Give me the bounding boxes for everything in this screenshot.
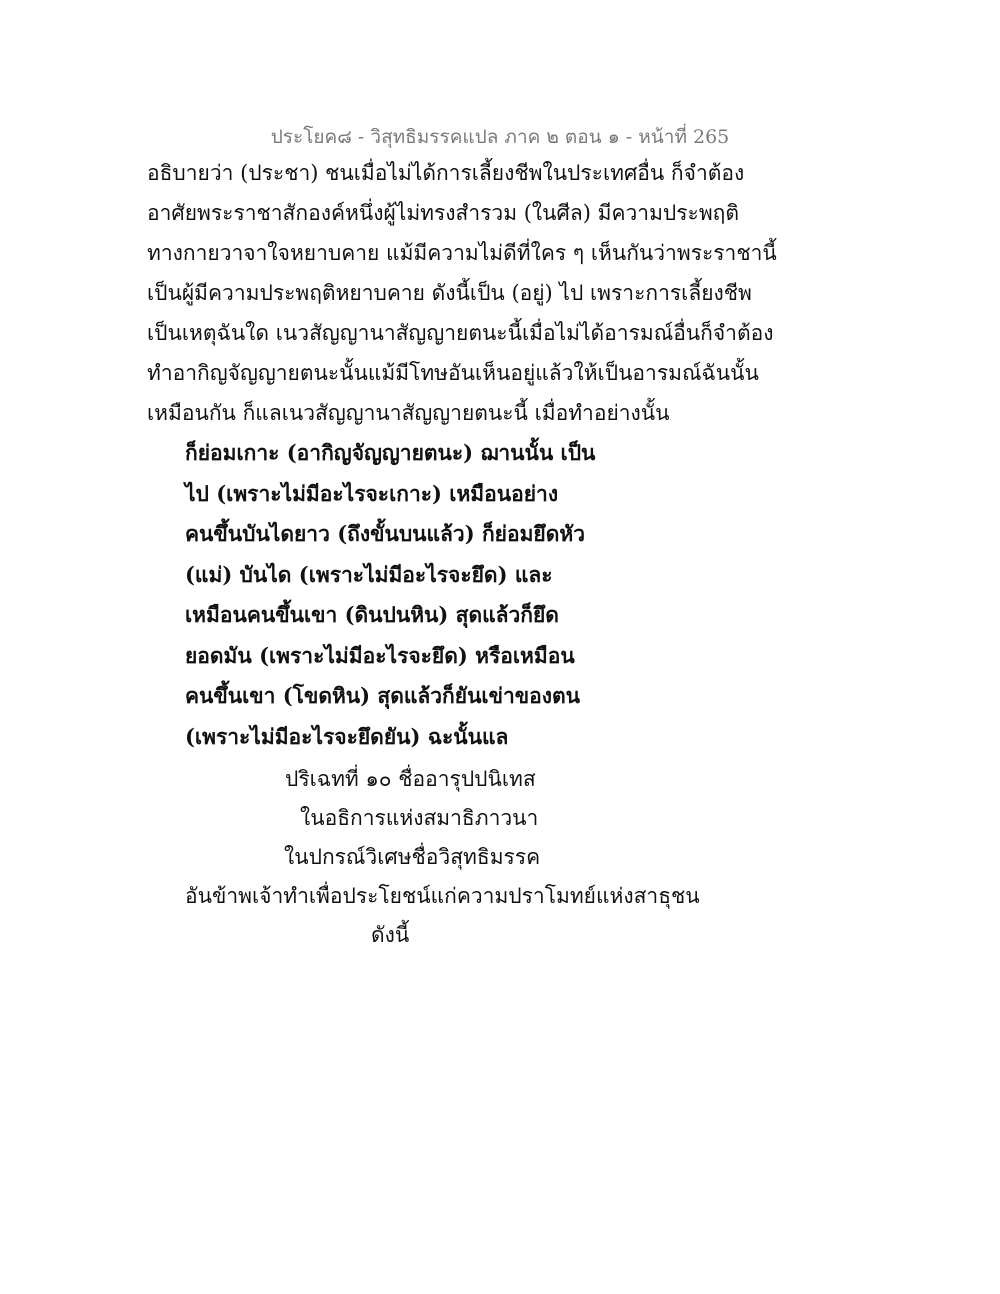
colophon-line: อันข้าพเจ้าทำเพื่อประโยชน์แก่ความปราโมทย์แห่งสาธุชน [185,884,700,908]
prose-line: อาศัยพระราชาสักองค์หนึ่งผู้ไม่ทรงสำรวม (ในศีล) มีความประพฤติ [147,201,740,225]
prose-line: เหมือนกัน ก็แลเนวสัญญานาสัญญายตนะนี้ เมื่อทำอย่างนั้น [147,401,670,425]
verse-line: ยอดมัน (เพราะไม่มีอะไรจะยึด) หรือเหมือน [185,642,575,668]
colophon-line: ในอธิการแห่งสมาธิภาวนา [300,806,539,830]
prose-paragraph [147,153,777,433]
running-header-text: ประโยค๘ - วิสุทธิมรรคแปล ภาค ๒ ตอน ๑ - หน้าที่ 265 [270,126,730,148]
verse-line: คนขึ้นเขา (โขดหิน) สุดแล้วก็ยันเข่าของตน [185,683,580,708]
chapter-colophon [147,760,727,955]
verse-block [185,433,605,757]
prose-line: ทางกายวาจาใจหยาบคาย แม้มีความไม่ดีที่ใคร ๆ เห็นกันว่าพระราชานี้ [147,241,777,265]
prose-line: ทำอากิญจัญญายตนะนั้นแม้มีโทษอันเห็นอยู่แล้วให้เป็นอารมณ์ฉันนั้น [147,361,759,385]
prose-line: อธิบายว่า (ประชา) ชนเมื่อไม่ได้การเลี้ยงชีพในประเทศอื่น ก็จำต้อง [147,161,745,185]
verse-line: คนขึ้นบันไดยาว (ถึงขั้นบนแล้ว) ก็ย่อมยึดหัว [185,521,585,546]
colophon-chapter-title: ปริเฉทที่ ๑๐ ชื่ออารุปปนิเทส [285,767,536,791]
prose-line: เป็นเหตุฉันใด เนวสัญญานาสัญญายตนะนี้เมื่อไม่ได้อารมณ์อื่นก็จำต้อง [147,321,774,345]
verse-line: ก็ย่อมเกาะ (อากิญจัญญายตนะ) ฌานนั้น เป็น [185,440,596,465]
verse-line: เหมือนคนขึ้นเขา (ดินปนหิน) สุดแล้วก็ยึด [185,602,559,627]
verse-line: (เพราะไม่มีอะไรจะยึดยัน) ฉะนั้นแล [185,723,509,749]
colophon-book-title: ในปกรณ์วิเศษชื่อวิสุทธิมรรค [284,845,541,869]
verse-line: (แม่) บันได (เพราะไม่มีอะไรจะยึด) และ [185,561,553,587]
verse-line: ไป (เพราะไม่มีอะไรจะเกาะ) เหมือนอย่าง [185,480,559,506]
running-header [0,122,1000,152]
prose-line: เป็นผู้มีความประพฤติหยาบคาย ดังนี้เป็น (อยู่) ไป เพราะการเลี้ยงชีพ [147,281,752,305]
colophon-ending: ดังนี้ [371,923,410,947]
